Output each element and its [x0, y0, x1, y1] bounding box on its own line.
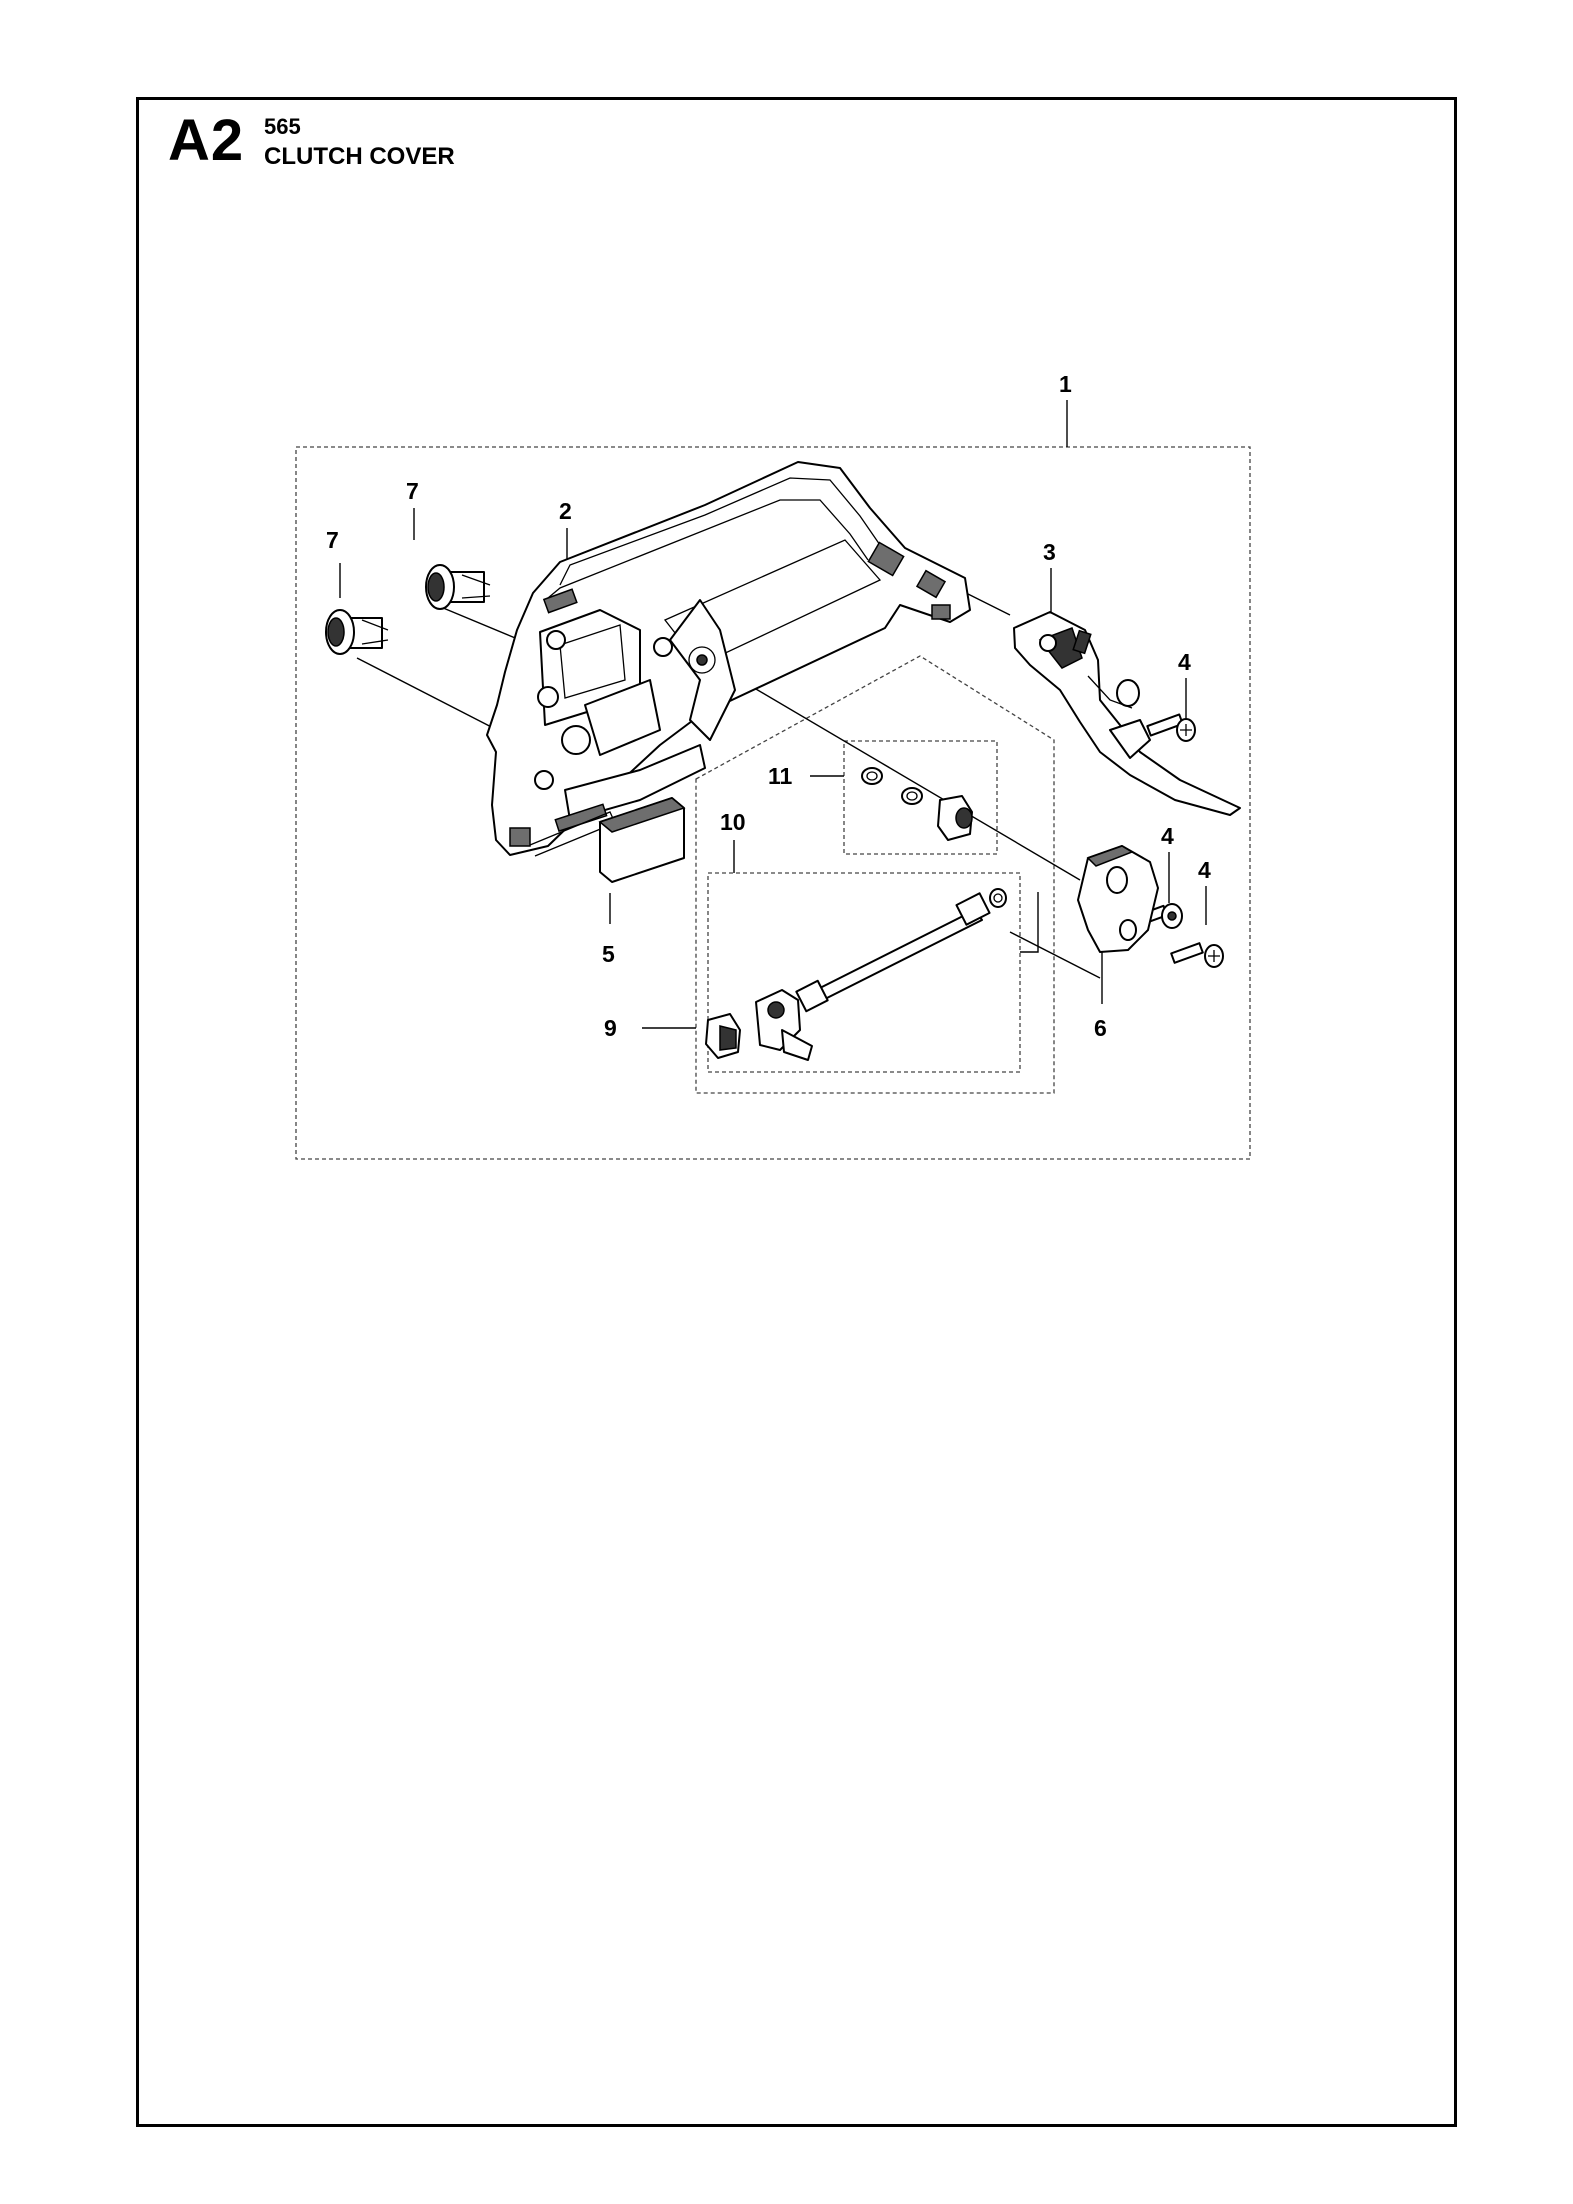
callout-6: 6 — [1094, 1015, 1107, 1041]
diagram-title: CLUTCH COVER — [264, 143, 455, 170]
screw-part-4-c — [1171, 943, 1223, 967]
callout-3: 3 — [1043, 539, 1056, 565]
callout-9: 9 — [604, 1015, 617, 1041]
model-number: 565 — [264, 114, 301, 139]
washer-set-part-11 — [862, 768, 972, 840]
callout-5: 5 — [602, 941, 615, 967]
callout-7-b: 7 — [326, 527, 339, 553]
callout-10: 10 — [720, 809, 746, 835]
bar-cover-part-3 — [1014, 612, 1240, 815]
pad-part-5 — [600, 798, 684, 882]
tensioner-part-9 — [706, 990, 812, 1060]
screw-part-4-a — [1147, 714, 1195, 741]
callout-4-c: 4 — [1198, 857, 1211, 883]
section-code: A2 — [168, 108, 245, 173]
plate-part-6 — [1078, 846, 1158, 952]
callout-1: 1 — [1059, 371, 1072, 397]
shaft-part-10 — [796, 889, 1006, 1011]
bushing-part-7-upper — [426, 565, 490, 609]
bushing-part-7-lower — [326, 610, 388, 654]
callout-7-a: 7 — [406, 478, 419, 504]
callout-2: 2 — [559, 498, 572, 524]
assembly-box-9 — [696, 656, 1054, 1093]
callout-4-b: 4 — [1161, 823, 1174, 849]
callout-4-a: 4 — [1178, 649, 1191, 675]
callout-11: 11 — [768, 763, 793, 789]
